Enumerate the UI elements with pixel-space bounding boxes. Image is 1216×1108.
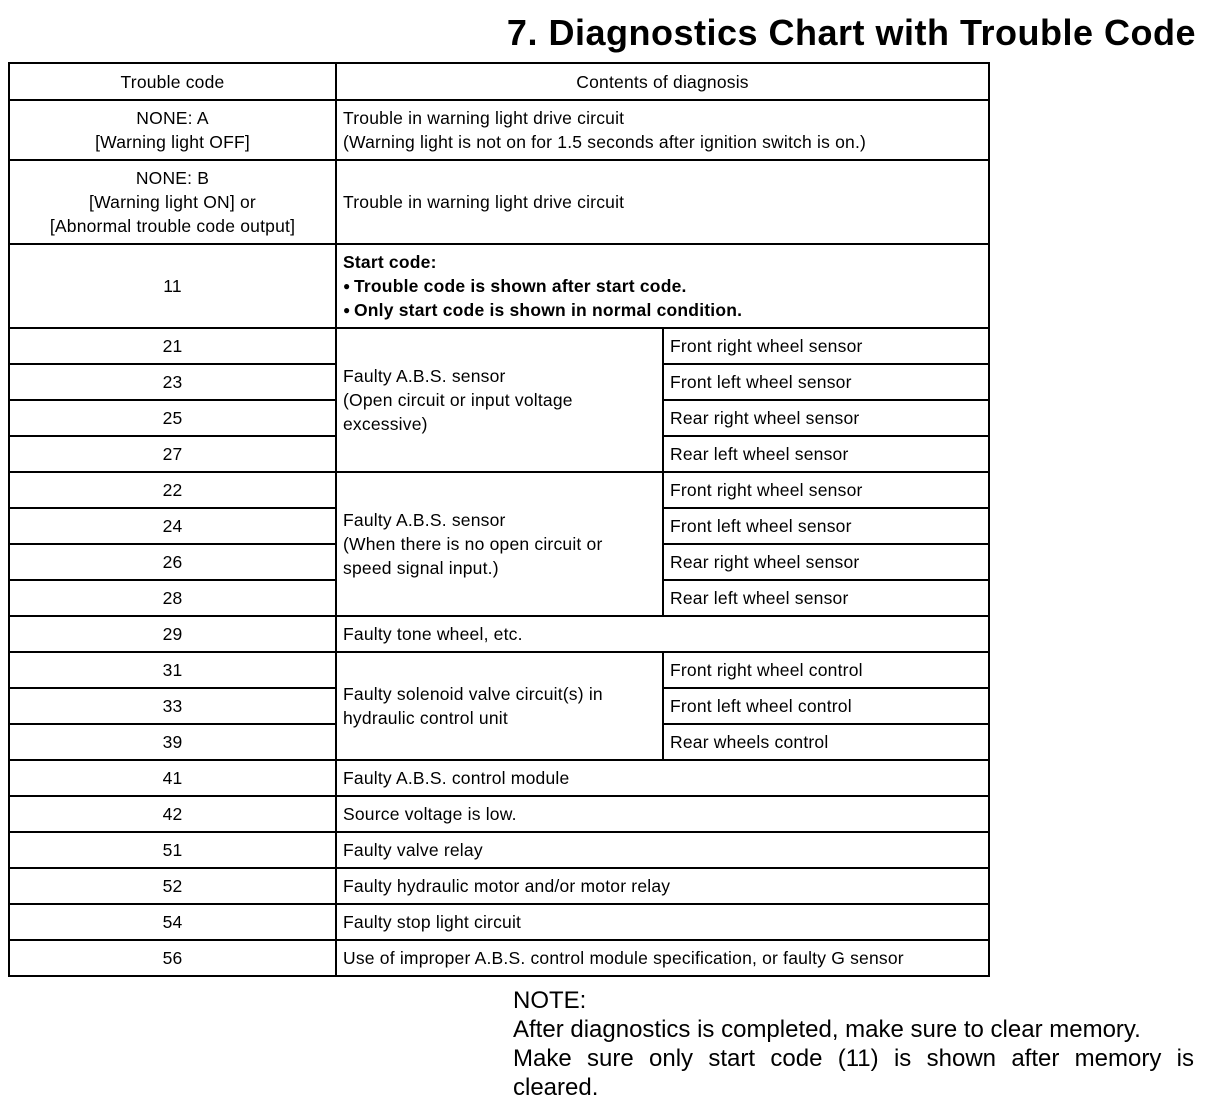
sensor-location-cell: Rear right wheel sensor — [663, 544, 989, 580]
trouble-code-cell: 29 — [9, 616, 336, 652]
trouble-code-cell: 28 — [9, 580, 336, 616]
diagnosis-line: (When there is no open circuit or — [343, 534, 603, 554]
diagnosis-cell — [336, 328, 663, 472]
table-row — [9, 940, 989, 976]
diagnosis-line: (Warning light is not on for 1.5 seconds after ignition switch is on.) — [343, 132, 867, 152]
wheel-control-cell: Front right wheel control — [663, 652, 989, 688]
trouble-code-cell: 25 — [9, 400, 336, 436]
diagnosis-cell — [336, 100, 989, 160]
trouble-code-cell: 41 — [9, 760, 336, 796]
diagnostics-table — [8, 62, 990, 977]
table-row — [9, 328, 989, 364]
header-contents-of-diagnosis: Contents of diagnosis — [336, 63, 989, 100]
table-row — [9, 616, 989, 652]
diagnosis-line: Trouble in warning light drive circuit — [343, 108, 625, 128]
diagnosis-line: Faulty A.B.S. sensor — [343, 366, 506, 386]
note-line: Make sure only start code (11) is shown after memory is — [513, 1045, 1194, 1072]
header-trouble-code: Trouble code — [9, 63, 336, 100]
note-block — [513, 986, 1194, 1102]
note-heading: NOTE: — [513, 987, 587, 1014]
trouble-code-cell: 21 — [9, 328, 336, 364]
trouble-code-cell: 24 — [9, 508, 336, 544]
diagnosis-bullet: ● Only start code is shown in normal condition. — [343, 298, 982, 322]
trouble-code-cell: 22 — [9, 472, 336, 508]
note-line: After diagnostics is completed, make sure to clear memory. — [513, 1016, 1141, 1043]
table-row — [9, 868, 989, 904]
code-line: [Abnormal trouble code output] — [49, 216, 296, 236]
diagnosis-cell: Faulty stop light circuit — [336, 904, 989, 940]
table-row — [9, 796, 989, 832]
trouble-code-cell: 33 — [9, 688, 336, 724]
code-line: NONE: A — [136, 108, 209, 128]
trouble-code-cell — [9, 100, 336, 160]
trouble-code-cell: 56 — [9, 940, 336, 976]
diagnosis-line: excessive) — [343, 414, 428, 434]
trouble-code-cell: 26 — [9, 544, 336, 580]
sensor-location-cell: Front right wheel sensor — [663, 472, 989, 508]
sensor-location-cell: Front left wheel sensor — [663, 364, 989, 400]
diagnosis-line: Faulty A.B.S. sensor — [343, 510, 506, 530]
trouble-code-cell: 23 — [9, 364, 336, 400]
sensor-location-cell: Rear right wheel sensor — [663, 400, 989, 436]
table-row — [9, 760, 989, 796]
diagnosis-line: Start code: — [343, 252, 437, 272]
table-row — [9, 100, 989, 160]
code-line: [Warning light ON] or — [89, 192, 256, 212]
diagnosis-cell: Use of improper A.B.S. control module specification, or faulty G sensor — [336, 940, 989, 976]
sensor-location-cell: Front left wheel sensor — [663, 508, 989, 544]
table-row — [9, 472, 989, 508]
diagnosis-cell: Faulty A.B.S. control module — [336, 760, 989, 796]
trouble-code-cell: 11 — [9, 244, 336, 328]
wheel-control-cell: Rear wheels control — [663, 724, 989, 760]
diagnosis-bullet: ● Trouble code is shown after start code. — [343, 274, 982, 298]
trouble-code-cell: 27 — [9, 436, 336, 472]
table-row — [9, 652, 989, 688]
trouble-code-cell: 31 — [9, 652, 336, 688]
diagnosis-cell — [336, 652, 663, 760]
diagnosis-cell — [336, 472, 663, 616]
trouble-code-cell: 52 — [9, 868, 336, 904]
sensor-location-cell: Front right wheel sensor — [663, 328, 989, 364]
trouble-code-cell: 51 — [9, 832, 336, 868]
sensor-location-cell: Rear left wheel sensor — [663, 580, 989, 616]
code-line: NONE: B — [135, 168, 210, 188]
trouble-code-cell: 39 — [9, 724, 336, 760]
trouble-code-cell: 42 — [9, 796, 336, 832]
table-row — [9, 244, 989, 328]
note-line: cleared. — [513, 1074, 599, 1101]
page-title: 7. Diagnostics Chart with Trouble Code — [506, 12, 1196, 53]
diagnosis-cell: Trouble in warning light drive circuit — [336, 160, 989, 244]
diagnosis-cell — [336, 244, 989, 328]
table-row — [9, 832, 989, 868]
code-line: [Warning light OFF] — [95, 132, 250, 152]
diagnosis-line: (Open circuit or input voltage — [343, 390, 573, 410]
diagnosis-line: hydraulic control unit — [343, 708, 508, 728]
table-row — [9, 904, 989, 940]
table-row — [9, 160, 989, 244]
diagnosis-cell: Faulty valve relay — [336, 832, 989, 868]
table-header-row — [9, 63, 989, 100]
trouble-code-cell: 54 — [9, 904, 336, 940]
sensor-location-cell: Rear left wheel sensor — [663, 436, 989, 472]
trouble-code-cell — [9, 160, 336, 244]
diagnosis-cell: Faulty tone wheel, etc. — [336, 616, 989, 652]
wheel-control-cell: Front left wheel control — [663, 688, 989, 724]
diagnosis-cell: Faulty hydraulic motor and/or motor relay — [336, 868, 989, 904]
diagnosis-cell: Source voltage is low. — [336, 796, 989, 832]
diagnosis-line: speed signal input.) — [343, 558, 499, 578]
diagnosis-line: Faulty solenoid valve circuit(s) in — [343, 684, 603, 704]
